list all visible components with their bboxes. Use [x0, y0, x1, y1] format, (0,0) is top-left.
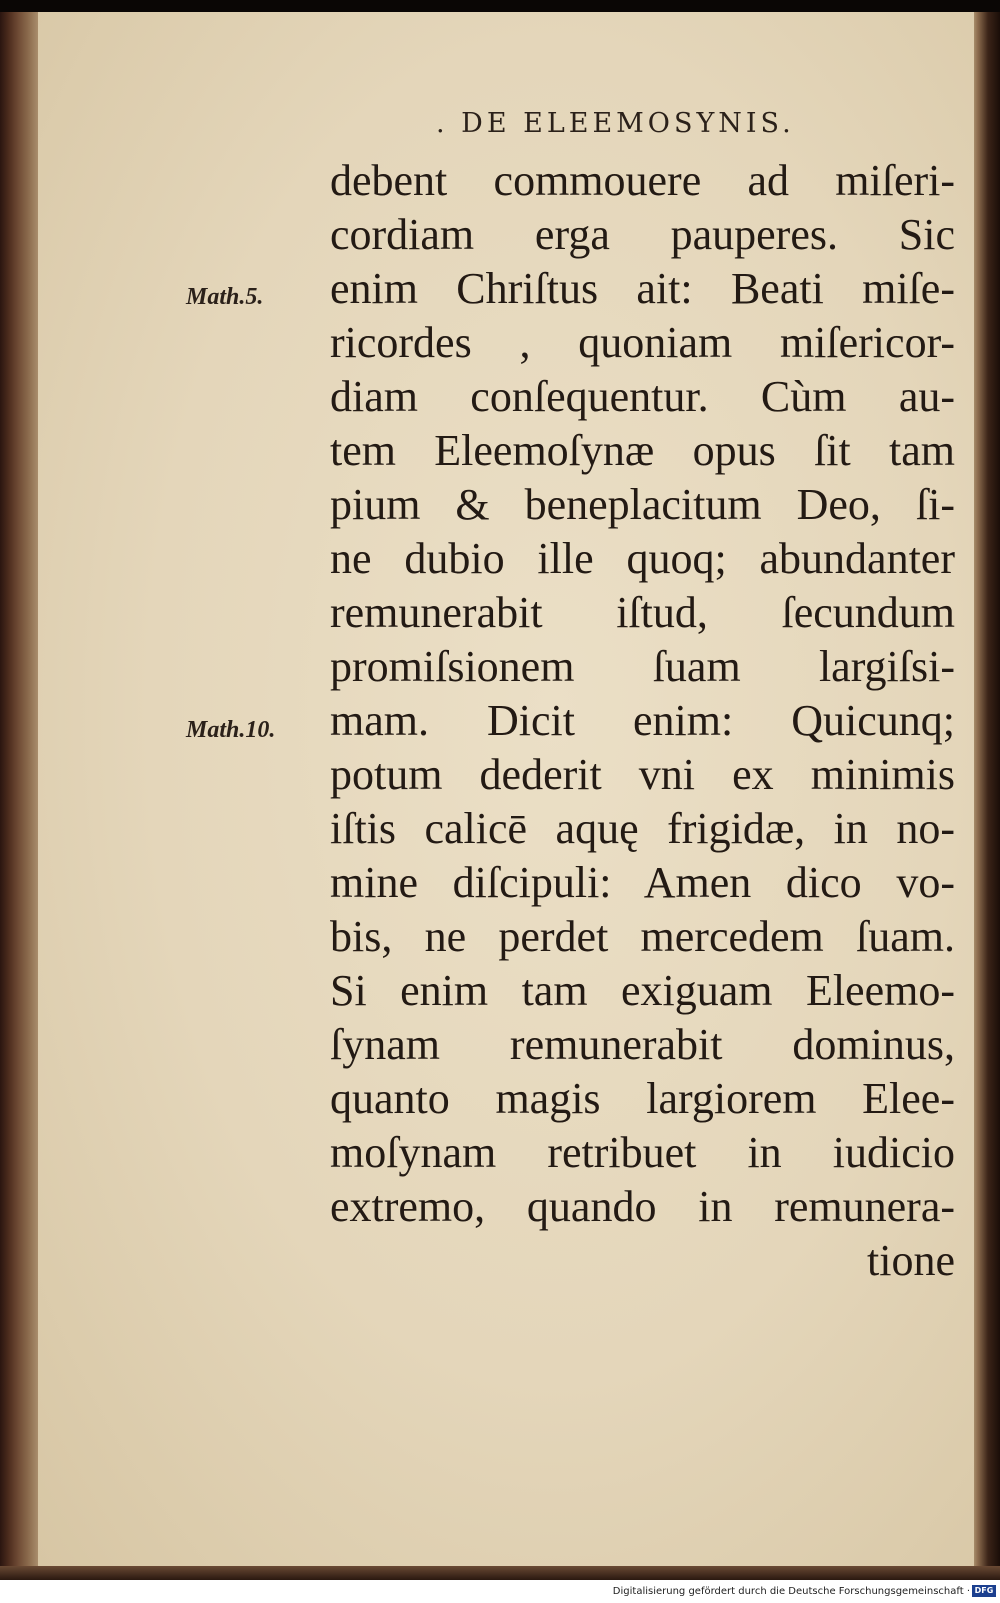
text-line-6: tem Eleemoſynæ opus ſit tam [330, 426, 955, 475]
text-line-15: bis, ne perdet mercedem ſuam. [330, 912, 955, 961]
running-head: . DE ELEEMOSYNIS. [436, 108, 795, 139]
text-line-4: ricordes , quoniam miſericor- [330, 318, 955, 367]
text-line-20: extremo, quando in remunera- [330, 1182, 955, 1231]
text-line-19: moſynam retribuet in iudicio [330, 1128, 955, 1177]
text-line-10: promiſsionem ſuam largiſsi- [330, 642, 955, 691]
catchword: tione [867, 1236, 955, 1285]
text-line-14: mine diſcipuli: Amen dico vo- [330, 858, 955, 907]
text-line-13: iſtis calicē aquę frigidæ, in no- [330, 804, 955, 853]
text-line-18: quanto magis largiorem Elee- [330, 1074, 955, 1123]
text-line-9: remunerabit iſtud, ſecundum [330, 588, 955, 637]
text-line-5: diam conſequentur. Cùm au- [330, 372, 955, 421]
text-line-7: pium & beneplacitum Deo, ſi- [330, 480, 955, 529]
text-line-12: potum dederit vni ex minimis [330, 750, 955, 799]
margin-note-math-10: Math.10. [186, 717, 276, 743]
text-line-8: ne dubio ille quoq; abundanter [330, 534, 955, 583]
book-fore-edge [970, 12, 1000, 1572]
scan-top-edge [0, 0, 1000, 12]
text-line-2: cordiam erga pauperes. Sic [330, 210, 955, 259]
margin-note-math-5: Math.5. [186, 284, 264, 310]
digitization-credit: Digitalisierung gefördert durch die Deutsche Forschungsgemeinschaft · [612, 1586, 970, 1597]
book-binding-edge [0, 12, 42, 1572]
text-line-16: Si enim tam exiguam Eleemo- [330, 966, 955, 1015]
text-line-3: enim Chriſtus ait: Beati miſe- [330, 264, 955, 313]
scan-bottom-edge [0, 1566, 1000, 1580]
text-line-17: ſynam remunerabit dominus, [330, 1020, 955, 1069]
dfg-logo: DFG [972, 1585, 996, 1597]
text-line-1: debent commouere ad miſeri- [330, 156, 955, 205]
text-line-11: mam. Dicit enim: Quicunq; [330, 696, 955, 745]
